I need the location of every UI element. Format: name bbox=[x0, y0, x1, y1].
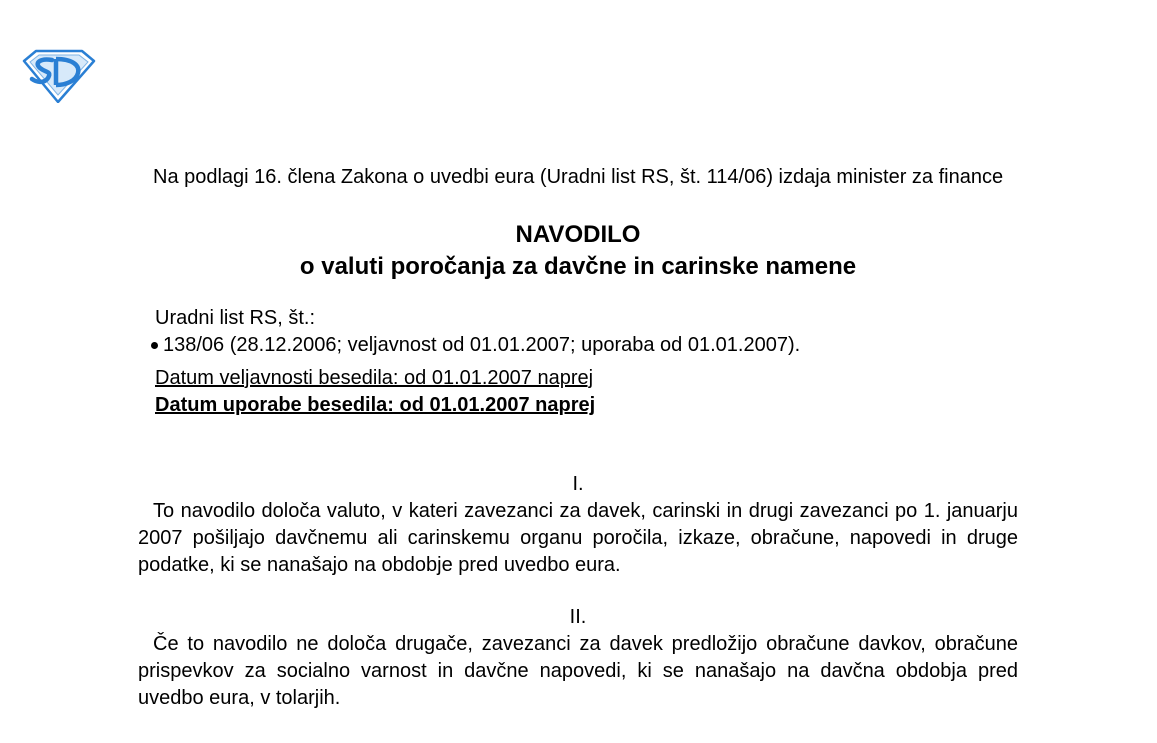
publication-entry: 138/06 (28.12.2006; veljavnost od 01.01.2007; uporaba od 01.01.2007). bbox=[163, 334, 801, 356]
publication-list-item bbox=[151, 332, 1018, 359]
application-date: Datum uporabe besedila: od 01.01.2007 naprej bbox=[155, 394, 596, 416]
gazette-reference bbox=[138, 305, 1018, 359]
article-section bbox=[138, 604, 1018, 712]
document-title: NAVODILO bbox=[515, 221, 641, 248]
validity-date: Datum veljavnosti besedila: od 01.01.2007 naprej bbox=[155, 367, 594, 389]
document-page bbox=[138, 164, 1018, 712]
preamble-text: Na podlagi 16. člena Zakona o uvedbi eura (Uradni list RS, št. 114/06) izdaja minister za finance bbox=[153, 166, 1004, 188]
article-text: To navodilo določa valuto, v kateri zavezanci za davek, carinski in drugi zavezanci po 1. januarju 2007 pošiljajo davčnemu ali carinskemu organu poročila, izkaze, obračune, napovedi in druge podatke, ki se nanašajo na obdobje pred uvedbo eura. bbox=[138, 500, 1018, 576]
logo-graphic bbox=[22, 49, 96, 103]
validity-dates bbox=[138, 365, 1018, 419]
sd-shield-logo-icon bbox=[22, 49, 96, 103]
article-number: II. bbox=[569, 606, 587, 628]
bullet-icon bbox=[151, 342, 158, 349]
document-title-block bbox=[138, 219, 1018, 283]
article-text: Če to navodilo ne določa drugače, zavezanci za davek predložijo obračune davkov, obračune prispevkov za socialno varnost in davčne napovedi, ki se nanašajo na davčna obdobja pred uvedbo eura, v tolarjih. bbox=[138, 633, 1018, 709]
gazette-label: Uradni list RS, št.: bbox=[155, 307, 316, 329]
article-number: I. bbox=[572, 473, 584, 495]
document-subtitle: o valuti poročanja za davčne in carinske namene bbox=[299, 253, 857, 280]
article-section bbox=[138, 471, 1018, 579]
